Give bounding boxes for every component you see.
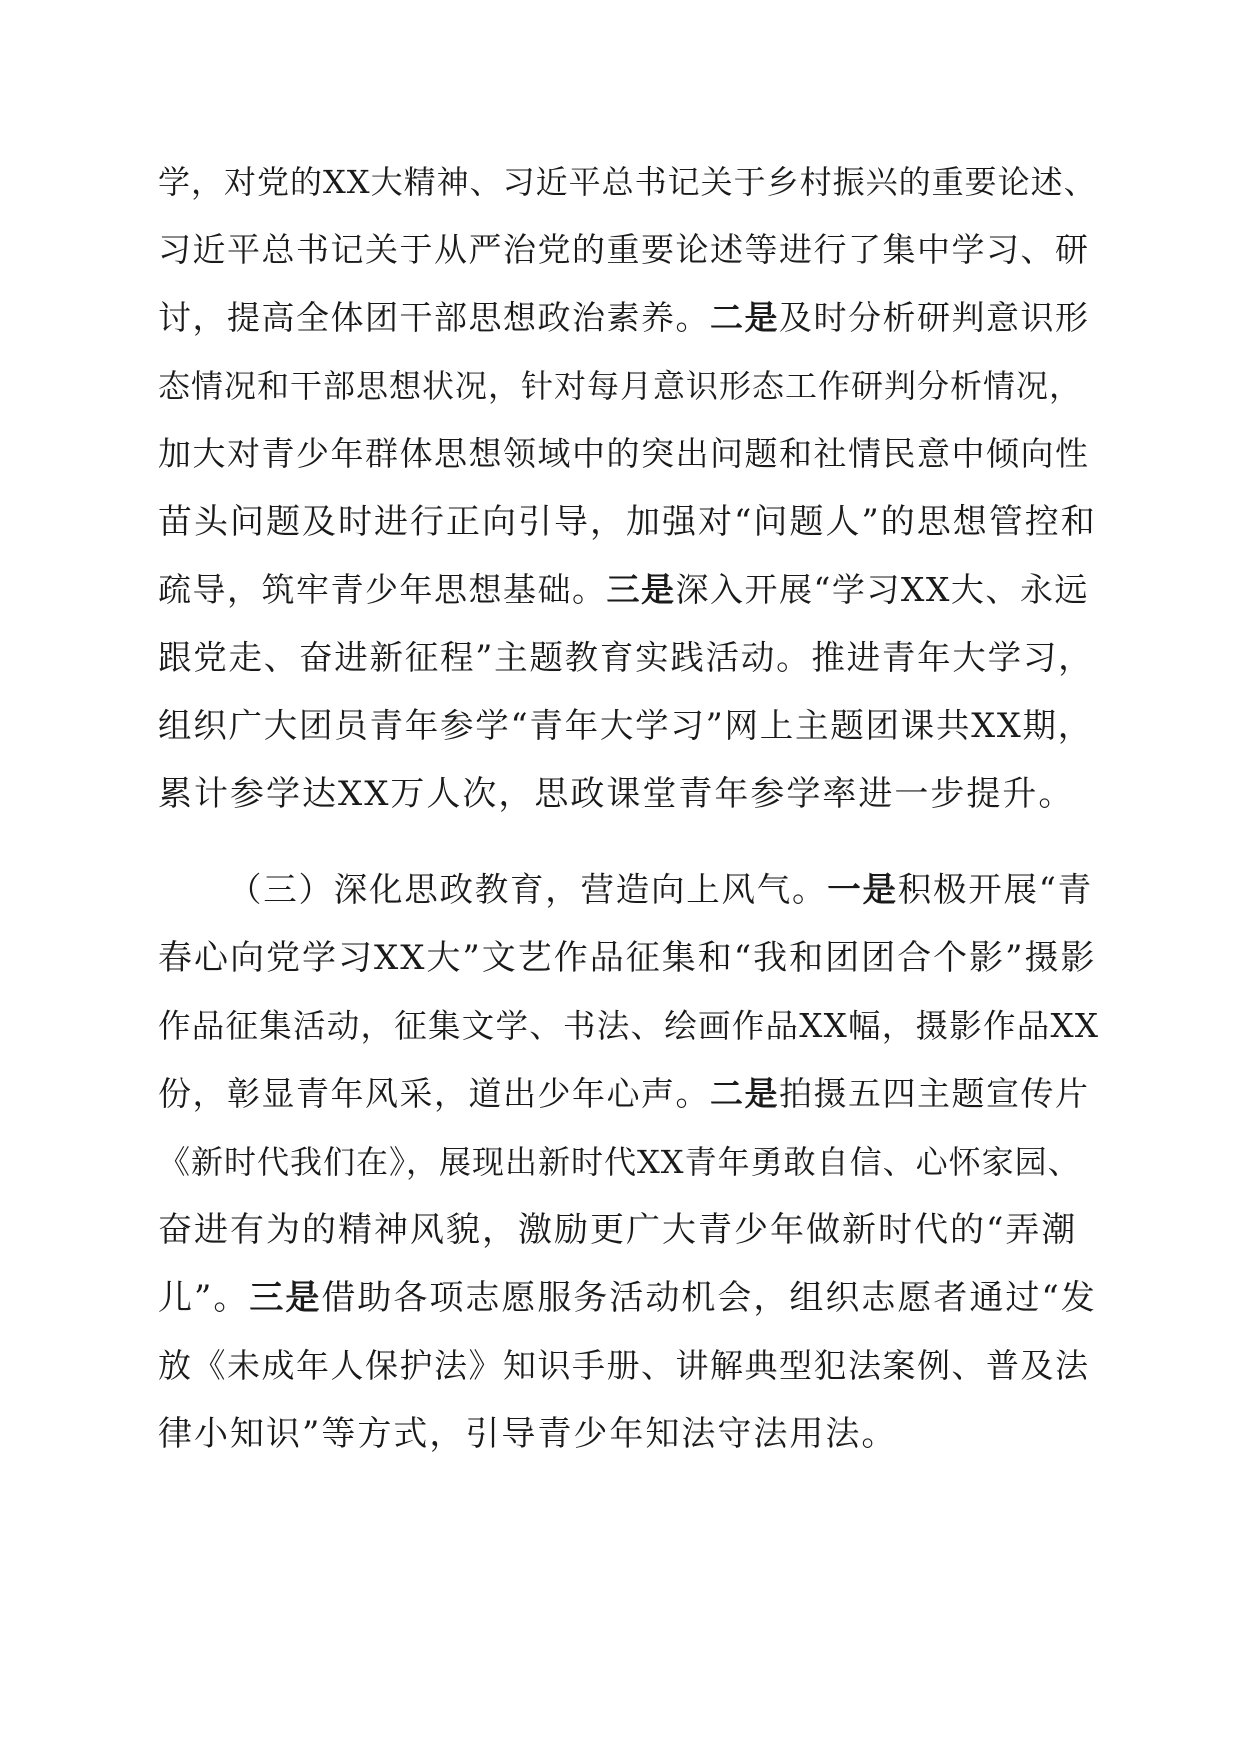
text-line: 春心向党学习XX大”文艺作品征集和“我和团团合个影”摄影: [158, 938, 1097, 978]
text-line: 份，彰显青年风采，道出少年心声。二是拍摄五四主题宣传片: [158, 1074, 1090, 1113]
text-line: （三）深化思政教育，营造向上风气。一是积极开展“青: [228, 870, 1093, 909]
bold-marker: 三是: [249, 1278, 322, 1318]
text-line: 加大对青少年群体思想领域中的突出问题和社情民意中倾向性: [158, 434, 1090, 473]
text-line: 学，对党的XX大精神、习近平总书记关于乡村振兴的重要论述、: [158, 163, 1097, 201]
text-line: 态情况和干部思想状况，针对每月意识形态工作研判分析情况，: [158, 367, 1083, 405]
bold-marker: 一是: [827, 870, 898, 909]
text-line: 放《未成年人保护法》知识手册、讲解典型犯法案例、普及法: [158, 1346, 1090, 1385]
text-line: 习近平总书记关于从严治党的重要论述等进行了集中学习、研: [158, 230, 1090, 269]
text-line: 累计参学达XX万人次，思政课堂青年参学率进一步提升。: [158, 774, 1075, 814]
text-line: 跟党走、奋进新征程”主题教育实践活动。推进青年大学习，: [158, 638, 1094, 677]
text-line: 组织广大团员青年参学“青年大学习”网上主题团课共XX期，: [158, 706, 1093, 745]
section-heading: （三）深化思政教育，营造向上风气。: [228, 870, 828, 909]
text-line: 苗头问题及时进行正向引导，加强对“问题人”的思想管控和: [158, 502, 1097, 542]
text-line: 作品征集活动，征集文学、书法、绘画作品XX幅，摄影作品XX: [158, 1007, 1100, 1045]
text-line: 儿”。三是借助各项志愿服务活动机会，组织志愿者通过“发: [158, 1278, 1097, 1318]
text-line: 律小知识”等方式，引导青少年知法守法用法。: [158, 1414, 898, 1454]
paragraph-continued-study: [158, 148, 1098, 828]
text-line: 奋进有为的精神风貌，激励更广大青少年做新时代的“弄潮: [158, 1210, 1078, 1250]
bold-marker: 三是: [606, 570, 676, 609]
bold-marker: 二是: [710, 1074, 779, 1113]
text-line: 讨，提高全体团干部思想政治素养。二是及时分析研判意识形: [158, 298, 1090, 337]
text-line: 疏导，筑牢青少年思想基础。三是深入开展“学习XX大、永远: [158, 570, 1089, 609]
text-line: 《新时代我们在》，展现出新时代XX青年勇敢自信、心怀家园、: [158, 1143, 1081, 1181]
bold-marker: 二是: [710, 298, 779, 337]
paragraph-section-3: [158, 856, 1098, 1468]
